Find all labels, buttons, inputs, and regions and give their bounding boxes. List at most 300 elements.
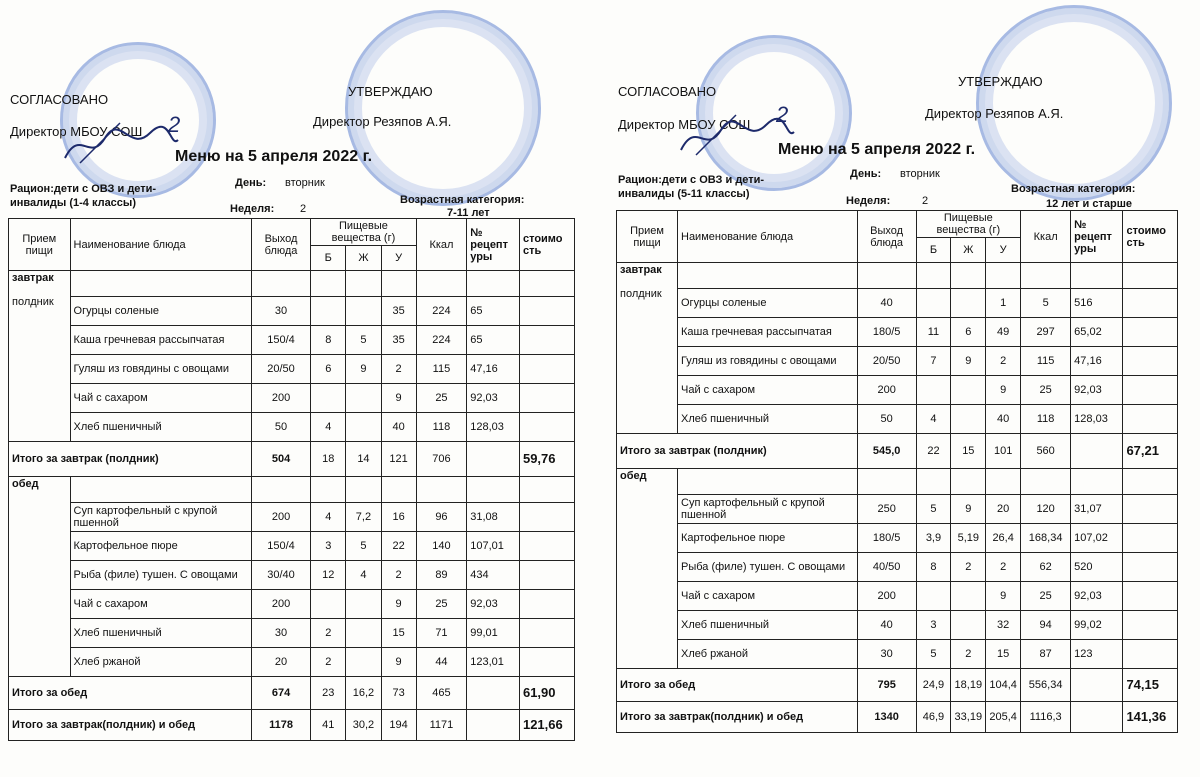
dish-carbs: 2 — [986, 347, 1021, 376]
header-kcal: Ккал — [1021, 211, 1071, 263]
table-row — [617, 347, 1178, 376]
menu-title: Меню на 5 апреля 2022 г. — [778, 141, 976, 158]
dish-cost — [1123, 524, 1178, 553]
empty-cell — [1021, 263, 1071, 289]
dish-recipe: 99,02 — [1071, 611, 1123, 640]
dish-yield: 30 — [251, 619, 310, 648]
dish-yield: 30/40 — [251, 561, 310, 590]
total-label: Итого за завтрак(полдник) и обед — [9, 710, 252, 741]
dish-recipe: 128,03 — [467, 413, 520, 442]
dish-name: Хлеб пшеничный — [678, 611, 858, 640]
dish-kcal: 224 — [416, 297, 467, 326]
table-row — [9, 590, 575, 619]
total-protein: 41 — [311, 710, 346, 741]
total-row — [617, 669, 1178, 702]
total-cost: 141,36 — [1123, 702, 1178, 733]
header-yield: Выход блюда — [857, 211, 916, 263]
meal-label-breakfast_label — [617, 263, 678, 434]
dish-carbs: 32 — [986, 611, 1021, 640]
total-protein: 46,9 — [916, 702, 951, 733]
dish-carbs: 26,4 — [986, 524, 1021, 553]
dish-yield: 50 — [857, 405, 916, 434]
dish-recipe: 92,03 — [467, 590, 520, 619]
empty-cell — [70, 271, 251, 297]
dish-protein — [916, 289, 951, 318]
dish-fat — [951, 376, 986, 405]
dish-cost — [1123, 318, 1178, 347]
week-value: 2 — [922, 195, 929, 207]
dish-name: Хлеб пшеничный — [70, 413, 251, 442]
dish-yield: 200 — [857, 376, 916, 405]
dish-recipe: 47,16 — [1071, 347, 1123, 376]
total-kcal: 465 — [416, 677, 467, 710]
dish-yield: 150/4 — [251, 532, 310, 561]
total-protein: 24,9 — [916, 669, 951, 702]
total-fat: 14 — [346, 442, 381, 477]
dish-cost — [1123, 553, 1178, 582]
dish-yield: 200 — [857, 582, 916, 611]
header-carbs: У — [986, 238, 1021, 263]
table-row — [9, 355, 575, 384]
stamp-seal-left-2 — [345, 10, 541, 206]
director-name: Директор Резяпов А.Я. — [313, 114, 452, 129]
header-protein: Б — [311, 246, 346, 271]
dish-protein: 5 — [916, 640, 951, 669]
total-cost: 74,15 — [1123, 669, 1178, 702]
dish-recipe: 434 — [467, 561, 520, 590]
table-row — [9, 297, 575, 326]
dish-kcal: 87 — [1021, 640, 1071, 669]
empty-cell — [381, 477, 416, 503]
dish-yield: 150/4 — [251, 326, 310, 355]
dish-yield: 30 — [251, 297, 310, 326]
total-label: Итого за обед — [617, 669, 858, 702]
dish-recipe: 516 — [1071, 289, 1123, 318]
age-label: Возрастная категория: — [400, 194, 525, 206]
meal-name: обед — [620, 470, 647, 482]
empty-cell — [70, 477, 251, 503]
dish-protein: 7 — [916, 347, 951, 376]
header-meal: Прием пищи — [9, 219, 71, 271]
dish-cost — [519, 413, 574, 442]
meal-name-alt: полдник — [12, 296, 54, 308]
header-cost: стоимо сть — [519, 219, 574, 271]
header-kcal: Ккал — [416, 219, 467, 271]
dish-name: Каша гречневая рассыпчатая — [678, 318, 858, 347]
dish-protein: 11 — [916, 318, 951, 347]
empty-cell — [381, 271, 416, 297]
empty-cell — [951, 263, 986, 289]
header-fat: Ж — [951, 238, 986, 263]
dish-recipe: 92,03 — [467, 384, 520, 413]
dish-cost — [519, 590, 574, 619]
menu-sheet-right — [606, 0, 1200, 777]
dish-kcal: 120 — [1021, 495, 1071, 524]
table-row — [617, 318, 1178, 347]
dish-yield: 20/50 — [251, 355, 310, 384]
header-meal: Прием пищи — [617, 211, 678, 263]
dish-yield: 180/5 — [857, 318, 916, 347]
total-cost: 121,66 — [519, 710, 574, 741]
empty-cell — [311, 477, 346, 503]
dish-kcal: 5 — [1021, 289, 1071, 318]
dish-cost — [519, 561, 574, 590]
dish-kcal: 96 — [416, 503, 467, 532]
dish-carbs: 2 — [986, 553, 1021, 582]
header-nutrients: Пищевые вещества (г) — [311, 219, 416, 246]
empty-cell — [467, 477, 520, 503]
dish-recipe: 65 — [467, 297, 520, 326]
total-recipe — [1071, 434, 1123, 469]
dish-name: Картофельное пюре — [70, 532, 251, 561]
header-yield: Выход блюда — [251, 219, 310, 271]
dish-protein: 4 — [311, 503, 346, 532]
dish-fat — [951, 582, 986, 611]
dish-recipe: 107,01 — [467, 532, 520, 561]
total-fat: 33,19 — [951, 702, 986, 733]
total-recipe — [467, 710, 520, 741]
dish-kcal: 115 — [416, 355, 467, 384]
signature-left — [60, 118, 180, 168]
empty-cell — [251, 271, 310, 297]
day-value: вторник — [900, 168, 940, 180]
dish-fat: 5,19 — [951, 524, 986, 553]
dish-carbs: 15 — [986, 640, 1021, 669]
empty-cell — [416, 477, 467, 503]
age-value: 12 лет и старше — [1046, 198, 1132, 210]
dish-fat: 9 — [951, 347, 986, 376]
dish-recipe: 123,01 — [467, 648, 520, 677]
dish-name: Картофельное пюре — [678, 524, 858, 553]
day-label: День: — [850, 168, 882, 180]
table-row — [617, 289, 1178, 318]
dish-kcal: 140 — [416, 532, 467, 561]
dish-kcal: 168,34 — [1021, 524, 1071, 553]
dish-carbs: 9 — [381, 384, 416, 413]
meal-label-breakfast_label — [9, 271, 71, 442]
dish-cost — [519, 384, 574, 413]
dish-cost — [519, 619, 574, 648]
dish-yield: 40/50 — [857, 553, 916, 582]
table-row — [9, 326, 575, 355]
dish-fat — [346, 648, 381, 677]
dish-protein: 2 — [311, 619, 346, 648]
dish-carbs: 15 — [381, 619, 416, 648]
dish-name: Чай с сахаром — [70, 384, 251, 413]
dish-name: Огурцы соленые — [678, 289, 858, 318]
total-recipe — [467, 442, 520, 477]
dish-fat: 2 — [951, 640, 986, 669]
dish-cost — [1123, 376, 1178, 405]
dish-carbs: 16 — [381, 503, 416, 532]
week-label: Неделя: — [846, 195, 891, 207]
dish-carbs: 35 — [381, 297, 416, 326]
empty-cell — [346, 271, 381, 297]
meal-label-lunch_label — [617, 469, 678, 669]
dish-protein: 12 — [311, 561, 346, 590]
empty-cell — [519, 477, 574, 503]
empty-cell — [1021, 469, 1071, 495]
total-yield: 545,0 — [857, 434, 916, 469]
meal-name: завтрак — [620, 264, 662, 276]
table-row — [9, 413, 575, 442]
dish-kcal: 44 — [416, 648, 467, 677]
empty-cell — [467, 271, 520, 297]
dish-protein: 5 — [916, 495, 951, 524]
total-recipe — [1071, 669, 1123, 702]
dish-recipe: 31,07 — [1071, 495, 1123, 524]
dish-name: Чай с сахаром — [678, 376, 858, 405]
empty-cell — [986, 469, 1021, 495]
table-row — [617, 524, 1178, 553]
empty-cell — [1123, 469, 1178, 495]
dish-kcal: 25 — [1021, 376, 1071, 405]
total-kcal: 556,34 — [1021, 669, 1071, 702]
dish-fat — [346, 619, 381, 648]
dish-carbs: 9 — [986, 376, 1021, 405]
empty-cell — [346, 477, 381, 503]
dish-recipe: 65 — [467, 326, 520, 355]
dish-kcal: 118 — [416, 413, 467, 442]
agreed-label: СОГЛАСОВАНО — [10, 92, 109, 107]
dish-carbs: 2 — [381, 561, 416, 590]
age-label: Возрастная категория: — [1011, 183, 1136, 195]
dish-fat: 9 — [951, 495, 986, 524]
total-protein: 23 — [311, 677, 346, 710]
header-recipe: № рецепт уры — [1071, 211, 1123, 263]
dish-recipe: 92,03 — [1071, 582, 1123, 611]
total-cost: 61,90 — [519, 677, 574, 710]
total-carbs: 194 — [381, 710, 416, 741]
empty-cell — [416, 271, 467, 297]
director-name: Директор Резяпов А.Я. — [925, 106, 1064, 121]
total-kcal: 1116,3 — [1021, 702, 1071, 733]
header-dish: Наименование блюда — [70, 219, 251, 271]
dish-yield: 50 — [251, 413, 310, 442]
total-protein: 22 — [916, 434, 951, 469]
meal-name: обед — [12, 478, 39, 490]
total-fat: 30,2 — [346, 710, 381, 741]
dish-fat: 4 — [346, 561, 381, 590]
dish-protein — [311, 384, 346, 413]
total-yield: 674 — [251, 677, 310, 710]
header-fat: Ж — [346, 246, 381, 271]
table-row — [9, 503, 575, 532]
empty-cell — [916, 469, 951, 495]
dish-carbs: 9 — [986, 582, 1021, 611]
ration-line-1: Рацион:дети с ОВЗ и дети- — [10, 183, 157, 195]
empty-cell — [251, 477, 310, 503]
empty-cell — [916, 263, 951, 289]
dish-cost — [519, 648, 574, 677]
dish-recipe: 92,03 — [1071, 376, 1123, 405]
dish-protein: 8 — [311, 326, 346, 355]
dish-yield: 250 — [857, 495, 916, 524]
dish-name: Каша гречневая рассыпчатая — [70, 326, 251, 355]
total-yield: 1340 — [857, 702, 916, 733]
total-label: Итого за завтрак (полдник) — [617, 434, 858, 469]
total-carbs: 205,4 — [986, 702, 1021, 733]
empty-cell — [519, 271, 574, 297]
dish-protein — [916, 376, 951, 405]
total-yield: 795 — [857, 669, 916, 702]
dish-carbs: 2 — [381, 355, 416, 384]
dish-fat — [346, 413, 381, 442]
dish-fat — [951, 611, 986, 640]
dish-name: Хлеб пшеничный — [678, 405, 858, 434]
dish-recipe: 65,02 — [1071, 318, 1123, 347]
dish-name: Рыба (филе) тушен. С овощами — [678, 553, 858, 582]
dish-kcal: 115 — [1021, 347, 1071, 376]
dish-carbs: 22 — [381, 532, 416, 561]
table-row — [617, 376, 1178, 405]
empty-cell — [1123, 263, 1178, 289]
table-row — [9, 532, 575, 561]
dish-protein — [311, 590, 346, 619]
age-value: 7-11 лет — [447, 207, 490, 219]
dish-recipe: 47,16 — [467, 355, 520, 384]
header-nutrients: Пищевые вещества (г) — [916, 211, 1021, 238]
dish-name: Гуляш из говядины с овощами — [678, 347, 858, 376]
dish-recipe: 123 — [1071, 640, 1123, 669]
total-carbs: 73 — [381, 677, 416, 710]
total-cost: 59,76 — [519, 442, 574, 477]
dish-cost — [519, 532, 574, 561]
menu-title: Меню на 5 апреля 2022 г. — [175, 148, 373, 165]
ration-line-2: инвалиды (1-4 классы) — [10, 197, 136, 209]
table-row — [617, 640, 1178, 669]
empty-cell — [986, 263, 1021, 289]
total-carbs: 101 — [986, 434, 1021, 469]
total-row — [617, 702, 1178, 733]
dish-protein: 3 — [311, 532, 346, 561]
dish-carbs: 49 — [986, 318, 1021, 347]
header-cost: стоимо сть — [1123, 211, 1178, 263]
dish-kcal: 25 — [416, 384, 467, 413]
dish-kcal: 94 — [1021, 611, 1071, 640]
empty-cell — [857, 263, 916, 289]
table-row — [617, 495, 1178, 524]
director-school-label: Директор МБОУ СОШ — [10, 124, 143, 139]
dish-protein: 8 — [916, 553, 951, 582]
agreed-label: СОГЛАСОВАНО — [618, 84, 717, 99]
empty-cell — [951, 469, 986, 495]
dish-fat: 5 — [346, 532, 381, 561]
header-protein: Б — [916, 238, 951, 263]
dish-recipe: 107,02 — [1071, 524, 1123, 553]
meal-name: завтрак — [12, 272, 54, 284]
meal-label-lunch_label — [9, 477, 71, 677]
dish-recipe: 99,01 — [467, 619, 520, 648]
header-carbs: У — [381, 246, 416, 271]
dish-name: Суп картофельный с крупой пшенной — [70, 503, 251, 532]
dish-cost — [1123, 582, 1178, 611]
dish-protein: 3,9 — [916, 524, 951, 553]
total-row — [9, 710, 575, 741]
dish-protein: 6 — [311, 355, 346, 384]
dish-name: Суп картофельный с крупой пшенной — [678, 495, 858, 524]
dish-carbs: 9 — [381, 590, 416, 619]
dish-cost — [1123, 495, 1178, 524]
total-yield: 504 — [251, 442, 310, 477]
table-row — [617, 405, 1178, 434]
dish-kcal: 118 — [1021, 405, 1071, 434]
table-row — [9, 619, 575, 648]
total-row — [9, 442, 575, 477]
dish-protein: 4 — [916, 405, 951, 434]
dish-carbs: 9 — [381, 648, 416, 677]
dish-protein: 3 — [916, 611, 951, 640]
dish-name: Гуляш из говядины с овощами — [70, 355, 251, 384]
dish-kcal: 25 — [1021, 582, 1071, 611]
table-row — [617, 611, 1178, 640]
school-number: 2 — [168, 112, 181, 137]
empty-cell — [678, 263, 858, 289]
dish-name: Хлеб ржаной — [70, 648, 251, 677]
dish-protein — [916, 582, 951, 611]
menu-table-left — [8, 218, 575, 741]
total-recipe — [1071, 702, 1123, 733]
dish-yield: 200 — [251, 590, 310, 619]
day-label: День: — [235, 177, 267, 189]
dish-protein — [311, 297, 346, 326]
dish-cost — [519, 297, 574, 326]
dish-protein: 2 — [311, 648, 346, 677]
dish-kcal: 297 — [1021, 318, 1071, 347]
dish-carbs: 35 — [381, 326, 416, 355]
total-label: Итого за обед — [9, 677, 252, 710]
total-row — [9, 677, 575, 710]
dish-cost — [1123, 405, 1178, 434]
table-row — [617, 582, 1178, 611]
ration-line-2: инвалиды (5-11 классы) — [618, 188, 750, 200]
school-number: 2 — [776, 102, 789, 127]
total-cost: 67,21 — [1123, 434, 1178, 469]
approve-label: УТВЕРЖДАЮ — [958, 74, 1043, 89]
week-label: Неделя: — [230, 203, 275, 215]
dish-name: Хлеб ржаной — [678, 640, 858, 669]
dish-yield: 200 — [251, 503, 310, 532]
dish-carbs: 40 — [986, 405, 1021, 434]
dish-yield: 40 — [857, 611, 916, 640]
dish-carbs: 40 — [381, 413, 416, 442]
dish-carbs: 1 — [986, 289, 1021, 318]
dish-kcal: 71 — [416, 619, 467, 648]
dish-recipe: 520 — [1071, 553, 1123, 582]
total-label: Итого за завтрак (полдник) — [9, 442, 252, 477]
dish-fat — [346, 384, 381, 413]
empty-cell — [1071, 469, 1123, 495]
total-fat: 15 — [951, 434, 986, 469]
dish-recipe: 31,08 — [467, 503, 520, 532]
dish-kcal: 224 — [416, 326, 467, 355]
header-dish: Наименование блюда — [678, 211, 858, 263]
total-fat: 18,19 — [951, 669, 986, 702]
total-recipe — [467, 677, 520, 710]
empty-cell — [1071, 263, 1123, 289]
dish-yield: 40 — [857, 289, 916, 318]
dish-fat — [951, 405, 986, 434]
dish-cost — [519, 503, 574, 532]
ration-line-1: Рацион:дети с ОВЗ и дети- — [618, 174, 765, 186]
total-kcal: 1171 — [416, 710, 467, 741]
director-school-label: Директор МБОУ СОШ — [618, 117, 751, 132]
dish-name: Хлеб пшеничный — [70, 619, 251, 648]
dish-name: Рыба (филе) тушен. С овощами — [70, 561, 251, 590]
header-recipe: № рецепт уры — [467, 219, 520, 271]
dish-kcal: 25 — [416, 590, 467, 619]
empty-cell — [311, 271, 346, 297]
